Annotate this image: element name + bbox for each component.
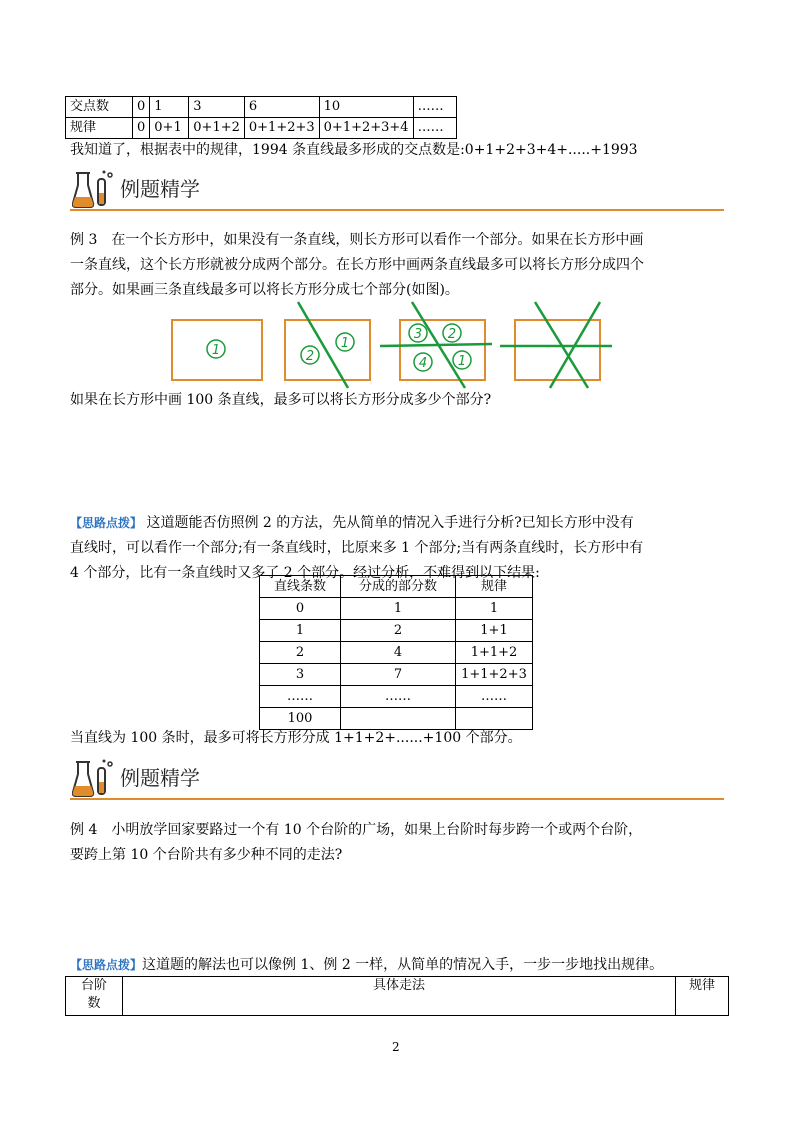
table-cell: 10	[319, 97, 413, 118]
table-header-cell: 直线条数	[260, 576, 341, 598]
table-cell: 6	[244, 97, 319, 118]
hint-line: 4 个部分，比有一条直线时又多了 2 个部分。经过分析，不难得到以下结果:	[70, 565, 540, 581]
table-cell: 1	[456, 598, 533, 620]
conclusion-text: 当直线为 100 条时，最多可将长方形分成 1+1+2+......+100 个部分。	[70, 730, 522, 746]
table-cell: ……	[413, 97, 456, 118]
table-cell: 7	[341, 664, 456, 686]
table-cell: 4	[341, 642, 456, 664]
hint-4	[70, 953, 740, 978]
table-row	[260, 620, 533, 642]
table-header-row	[260, 576, 533, 598]
steps-table	[65, 976, 729, 1016]
example-3-line: 一条直线，这个长方形就被分成两个部分。在长方形中画两条直线最多可以将长方形分成四个	[70, 257, 644, 273]
example-4-line: 例 4 小明放学回家要路过一个有 10 个台阶的广场，如果上台阶时每步跨一个或两个台阶，	[70, 822, 643, 838]
table-row	[260, 664, 533, 686]
hint-line: 这道题的解法也可以像例 1、例 2 一样，从简单的情况入手，一步一步地找出规律。	[142, 957, 664, 973]
region-label: 3	[413, 327, 423, 342]
region-label: 2	[305, 349, 315, 364]
section-header	[70, 754, 724, 800]
region-label: 1	[211, 343, 221, 358]
table-cell: 2	[341, 620, 456, 642]
section-title: 例题精学	[120, 766, 200, 790]
table-cell: 0	[260, 598, 341, 620]
table-cell: ……	[260, 686, 341, 708]
table-cell: 1+1+2+3	[456, 664, 533, 686]
table-row	[66, 97, 457, 118]
page-number: 2	[392, 1040, 400, 1054]
table-cell: ……	[413, 118, 456, 139]
example-3	[70, 228, 730, 303]
section-title: 例题精学	[120, 177, 200, 201]
intersection-table	[65, 96, 457, 139]
table-row	[260, 642, 533, 664]
region-label: 1	[457, 354, 467, 369]
table-header-cell: 台阶 数	[66, 977, 123, 1016]
table-cell: 0+1+2+3+4	[319, 118, 413, 139]
table-cell: 0	[133, 97, 150, 118]
table-cell: 规律	[66, 118, 133, 139]
example-3-line: 例 3 在一个长方形中，如果没有一条直线，则长方形可以看作一个部分。如果在长方形中画	[70, 232, 644, 248]
table-row	[260, 686, 533, 708]
table-cell: 3	[189, 97, 245, 118]
table-cell: 0+1+2	[189, 118, 245, 139]
rectangle-division-figure	[160, 300, 630, 390]
table-header-cell: 分成的部分数	[341, 576, 456, 598]
hint-line: 这道题能否仿照例 2 的方法，先从简单的情况入手进行分析?已知长方形中没有	[146, 515, 634, 531]
parts-table	[259, 575, 533, 730]
table-cell: 1	[150, 97, 189, 118]
rectangle-1-line	[285, 320, 370, 380]
table-row	[260, 598, 533, 620]
hint-line: 直线时，可以看作一个部分;有一条直线时，比原来多 1 个部分;当有两条直线时，长方形中有	[70, 540, 644, 556]
section-header	[70, 165, 724, 211]
region-label: 4	[418, 356, 428, 371]
table-header-cell: 具体走法	[123, 977, 676, 1016]
table-cell: 1+1	[456, 620, 533, 642]
table-cell: 0+1	[150, 118, 189, 139]
flask-icon	[72, 758, 116, 798]
table-header-cell: 规律	[676, 977, 729, 1016]
table-cell: ……	[341, 686, 456, 708]
table-cell: 100	[260, 708, 341, 730]
table-cell: 0+1+2+3	[244, 118, 319, 139]
table-cell: 2	[260, 642, 341, 664]
flask-icon	[72, 169, 116, 209]
table-cell: 1	[260, 620, 341, 642]
table-header-cell: 规律	[456, 576, 533, 598]
section-divider	[70, 209, 724, 211]
conclusion-text: 我知道了，根据表中的规律，1994 条直线最多形成的交点数是:0+1+2+3+4+.....+1993	[70, 142, 638, 158]
table-cell: 0	[133, 118, 150, 139]
table-cell: 1+1+2	[456, 642, 533, 664]
table-row	[66, 118, 457, 139]
table-cell: 交点数	[66, 97, 133, 118]
example-3-question: 如果在长方形中画 100 条直线，最多可以将长方形分成多少个部分?	[70, 392, 492, 408]
region-label: 2	[447, 327, 457, 342]
rectangle-3-lines	[515, 320, 600, 380]
table-cell: 1	[341, 598, 456, 620]
example-3-line: 部分。如果画三条直线最多可以将长方形分成七个部分(如图)。	[70, 282, 459, 298]
table-cell: ……	[456, 686, 533, 708]
example-4	[70, 818, 730, 868]
hint-label: 【思路点拨】	[70, 516, 143, 530]
section-divider	[70, 798, 724, 800]
example-4-line: 要跨上第 10 个台阶共有多少种不同的走法?	[70, 847, 343, 863]
hint-label: 【思路点拨】	[70, 958, 143, 972]
table-header-row	[66, 977, 729, 1016]
table-cell: 3	[260, 664, 341, 686]
region-label: 1	[340, 336, 350, 351]
